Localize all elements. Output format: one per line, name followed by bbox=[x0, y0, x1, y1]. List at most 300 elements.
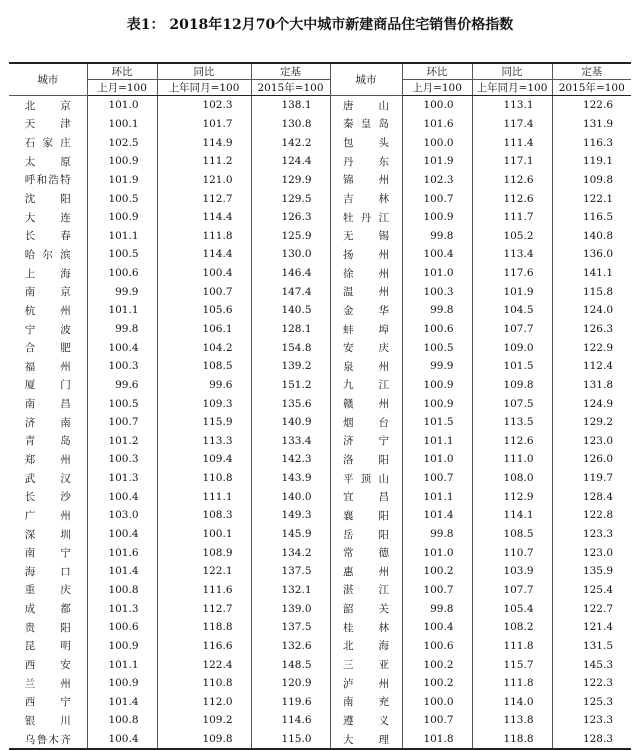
col-header-city: 城市 bbox=[9, 63, 87, 96]
base-cell-right: 128.3 bbox=[552, 730, 631, 750]
yoy-cell: 122.4 bbox=[157, 655, 251, 674]
yoy-cell: 110.8 bbox=[157, 469, 251, 488]
mom-cell-right: 101.5 bbox=[402, 413, 472, 432]
city-name: 海 口 bbox=[24, 565, 71, 578]
yoy-cell-right: 112.6 bbox=[472, 432, 552, 451]
base-cell-right: 122.3 bbox=[552, 674, 631, 693]
yoy-cell: 108.9 bbox=[157, 543, 251, 562]
mom-cell: 100.9 bbox=[87, 152, 157, 171]
base-cell-right: 109.8 bbox=[552, 171, 631, 190]
city-cell-right bbox=[330, 413, 402, 432]
mom-cell-right: 99.9 bbox=[402, 357, 472, 376]
city-cell bbox=[9, 133, 87, 152]
city-cell-right bbox=[330, 264, 402, 283]
city-cell-right bbox=[330, 711, 402, 730]
base-cell-right: 123.0 bbox=[552, 543, 631, 562]
base-cell: 119.6 bbox=[251, 693, 330, 712]
yoy-cell: 99.6 bbox=[157, 376, 251, 395]
yoy-cell: 113.3 bbox=[157, 432, 251, 451]
base-cell: 132.1 bbox=[251, 581, 330, 600]
city-cell-right bbox=[330, 115, 402, 134]
yoy-cell: 122.1 bbox=[157, 562, 251, 581]
table-row bbox=[9, 487, 631, 506]
base-cell: 140.0 bbox=[251, 487, 330, 506]
mom-cell: 100.9 bbox=[87, 674, 157, 693]
city-name: 太 原 bbox=[24, 155, 71, 168]
city-cell bbox=[9, 245, 87, 264]
city-cell-right bbox=[330, 96, 402, 115]
city-name: 平顶山 bbox=[343, 472, 389, 485]
city-cell-right bbox=[330, 376, 402, 395]
mom-cell: 101.6 bbox=[87, 543, 157, 562]
table-row bbox=[9, 413, 631, 432]
subheader-row bbox=[9, 80, 631, 96]
yoy-cell: 100.4 bbox=[157, 264, 251, 283]
city-name: 唐 山 bbox=[343, 99, 389, 112]
col-header-base: 定基 bbox=[251, 63, 330, 80]
mom-cell: 101.2 bbox=[87, 432, 157, 451]
city-name: 安 庆 bbox=[343, 342, 389, 355]
mom-cell: 99.6 bbox=[87, 376, 157, 395]
col-header-base-right: 定基 bbox=[552, 63, 631, 80]
yoy-cell: 100.7 bbox=[157, 282, 251, 301]
city-name: 大 连 bbox=[24, 211, 71, 224]
mom-cell: 101.1 bbox=[87, 301, 157, 320]
base-cell: 132.6 bbox=[251, 637, 330, 656]
table-row bbox=[9, 226, 631, 245]
table-row bbox=[9, 152, 631, 171]
city-name: 韶 关 bbox=[343, 603, 389, 616]
subheader-mom: 上月=100 bbox=[87, 80, 157, 96]
base-cell: 154.8 bbox=[251, 338, 330, 357]
city-name: 长 沙 bbox=[24, 491, 71, 504]
city-name: 蚌 埠 bbox=[343, 323, 389, 336]
city-cell-right bbox=[330, 730, 402, 750]
base-cell-right: 119.7 bbox=[552, 469, 631, 488]
city-cell-right bbox=[330, 543, 402, 562]
mom-cell: 100.5 bbox=[87, 189, 157, 208]
city-cell bbox=[9, 693, 87, 712]
yoy-cell: 109.8 bbox=[157, 730, 251, 750]
mom-cell-right: 102.3 bbox=[402, 171, 472, 190]
yoy-cell-right: 105.4 bbox=[472, 599, 552, 618]
yoy-cell: 114.4 bbox=[157, 208, 251, 227]
yoy-cell-right: 105.2 bbox=[472, 226, 552, 245]
city-name: 昆 明 bbox=[24, 640, 71, 653]
yoy-cell-right: 114.1 bbox=[472, 506, 552, 525]
city-cell-right bbox=[330, 637, 402, 656]
table-row bbox=[9, 264, 631, 283]
yoy-cell-right: 113.5 bbox=[472, 413, 552, 432]
mom-cell-right: 101.9 bbox=[402, 152, 472, 171]
city-cell bbox=[9, 618, 87, 637]
mom-cell: 101.9 bbox=[87, 171, 157, 190]
yoy-cell: 111.1 bbox=[157, 487, 251, 506]
yoy-cell: 112.7 bbox=[157, 189, 251, 208]
city-cell bbox=[9, 413, 87, 432]
mom-cell-right: 100.6 bbox=[402, 637, 472, 656]
city-cell-right bbox=[330, 208, 402, 227]
city-cell-right bbox=[330, 450, 402, 469]
city-name: 遵 义 bbox=[343, 714, 389, 727]
city-name: 厦 门 bbox=[24, 379, 71, 392]
col-header-yoy-right: 同比 bbox=[472, 63, 552, 80]
table-row bbox=[9, 525, 631, 544]
city-name: 杭 州 bbox=[24, 304, 71, 317]
base-cell: 142.2 bbox=[251, 133, 330, 152]
yoy-cell: 116.6 bbox=[157, 637, 251, 656]
mom-cell: 100.5 bbox=[87, 394, 157, 413]
city-name: 金 华 bbox=[343, 304, 389, 317]
yoy-cell-right: 111.8 bbox=[472, 637, 552, 656]
base-cell: 124.4 bbox=[251, 152, 330, 171]
city-name: 西 宁 bbox=[24, 696, 71, 709]
city-name: 呼和浩特 bbox=[24, 174, 71, 187]
city-cell bbox=[9, 637, 87, 656]
base-cell: 149.3 bbox=[251, 506, 330, 525]
yoy-cell-right: 112.6 bbox=[472, 189, 552, 208]
table-row bbox=[9, 320, 631, 339]
city-name: 北 海 bbox=[343, 640, 389, 653]
city-cell-right bbox=[330, 171, 402, 190]
city-name: 大 理 bbox=[343, 733, 389, 746]
city-cell-right bbox=[330, 506, 402, 525]
yoy-cell-right: 107.7 bbox=[472, 581, 552, 600]
base-cell-right: 135.9 bbox=[552, 562, 631, 581]
subheader-yoy: 上年同月=100 bbox=[157, 80, 251, 96]
header-row bbox=[9, 63, 631, 80]
table-row bbox=[9, 133, 631, 152]
city-cell-right bbox=[330, 674, 402, 693]
city-name: 南 京 bbox=[24, 286, 71, 299]
mom-cell: 101.4 bbox=[87, 562, 157, 581]
base-cell-right: 136.0 bbox=[552, 245, 631, 264]
mom-cell-right: 100.9 bbox=[402, 376, 472, 395]
base-cell-right: 123.3 bbox=[552, 525, 631, 544]
mom-cell: 100.4 bbox=[87, 338, 157, 357]
yoy-cell: 108.3 bbox=[157, 506, 251, 525]
city-name: 长 春 bbox=[24, 230, 71, 243]
base-cell-right: 131.9 bbox=[552, 115, 631, 134]
yoy-cell-right: 101.5 bbox=[472, 357, 552, 376]
base-cell-right: 124.0 bbox=[552, 301, 631, 320]
city-cell-right bbox=[330, 525, 402, 544]
table-row bbox=[9, 599, 631, 618]
city-name: 乌鲁木齐 bbox=[24, 733, 71, 746]
yoy-cell: 109.3 bbox=[157, 394, 251, 413]
city-name: 泉 州 bbox=[343, 360, 389, 373]
mom-cell-right: 99.8 bbox=[402, 525, 472, 544]
base-cell-right: 116.5 bbox=[552, 208, 631, 227]
city-cell bbox=[9, 171, 87, 190]
city-cell-right bbox=[330, 301, 402, 320]
table-row bbox=[9, 637, 631, 656]
city-cell bbox=[9, 96, 87, 115]
city-name: 深 圳 bbox=[24, 528, 71, 541]
mom-cell: 101.1 bbox=[87, 655, 157, 674]
city-cell bbox=[9, 357, 87, 376]
mom-cell-right: 100.6 bbox=[402, 320, 472, 339]
city-cell-right bbox=[330, 693, 402, 712]
mom-cell-right: 100.0 bbox=[402, 133, 472, 152]
mom-cell: 100.3 bbox=[87, 357, 157, 376]
table-row bbox=[9, 562, 631, 581]
city-cell bbox=[9, 282, 87, 301]
yoy-cell-right: 109.0 bbox=[472, 338, 552, 357]
city-cell-right bbox=[330, 487, 402, 506]
yoy-cell-right: 103.9 bbox=[472, 562, 552, 581]
table-row bbox=[9, 618, 631, 637]
yoy-cell-right: 113.8 bbox=[472, 711, 552, 730]
base-cell-right: 126.3 bbox=[552, 320, 631, 339]
yoy-cell: 106.1 bbox=[157, 320, 251, 339]
city-name: 温 州 bbox=[343, 286, 389, 299]
base-cell: 130.8 bbox=[251, 115, 330, 134]
base-cell: 137.5 bbox=[251, 618, 330, 637]
mom-cell: 100.8 bbox=[87, 711, 157, 730]
city-cell bbox=[9, 450, 87, 469]
mom-cell: 99.8 bbox=[87, 320, 157, 339]
yoy-cell-right: 108.0 bbox=[472, 469, 552, 488]
base-cell-right: 122.6 bbox=[552, 96, 631, 115]
base-cell: 139.0 bbox=[251, 599, 330, 618]
mom-cell-right: 100.9 bbox=[402, 208, 472, 227]
yoy-cell: 118.8 bbox=[157, 618, 251, 637]
city-name: 西 安 bbox=[24, 659, 71, 672]
mom-cell-right: 101.1 bbox=[402, 487, 472, 506]
yoy-cell-right: 107.7 bbox=[472, 320, 552, 339]
mom-cell-right: 100.7 bbox=[402, 711, 472, 730]
base-cell-right: 131.5 bbox=[552, 637, 631, 656]
table-row bbox=[9, 432, 631, 451]
mom-cell: 101.3 bbox=[87, 469, 157, 488]
yoy-cell-right: 108.5 bbox=[472, 525, 552, 544]
city-name: 贵 阳 bbox=[24, 621, 71, 634]
base-cell-right: 126.0 bbox=[552, 450, 631, 469]
yoy-cell: 104.2 bbox=[157, 338, 251, 357]
city-cell-right bbox=[330, 357, 402, 376]
table-row bbox=[9, 730, 631, 750]
city-cell-right bbox=[330, 152, 402, 171]
city-name: 南 充 bbox=[343, 696, 389, 709]
mom-cell: 100.5 bbox=[87, 245, 157, 264]
table-row bbox=[9, 115, 631, 134]
table-row bbox=[9, 693, 631, 712]
city-cell-right bbox=[330, 655, 402, 674]
city-name: 石家庄 bbox=[24, 137, 71, 150]
yoy-cell: 100.1 bbox=[157, 525, 251, 544]
city-name: 扬 州 bbox=[343, 248, 389, 261]
mom-cell: 100.1 bbox=[87, 115, 157, 134]
city-cell bbox=[9, 581, 87, 600]
yoy-cell-right: 115.7 bbox=[472, 655, 552, 674]
mom-cell: 99.9 bbox=[87, 282, 157, 301]
mom-cell-right: 100.7 bbox=[402, 581, 472, 600]
city-cell bbox=[9, 525, 87, 544]
table-title: 表1： 2018年12月70个大中城市新建商品住宅销售价格指数 bbox=[126, 17, 514, 33]
base-cell: 151.2 bbox=[251, 376, 330, 395]
base-cell-right: 123.3 bbox=[552, 711, 631, 730]
yoy-cell-right: 110.7 bbox=[472, 543, 552, 562]
mom-cell-right: 101.8 bbox=[402, 730, 472, 750]
yoy-cell-right: 112.9 bbox=[472, 487, 552, 506]
yoy-cell: 111.6 bbox=[157, 581, 251, 600]
base-cell: 148.5 bbox=[251, 655, 330, 674]
city-cell bbox=[9, 320, 87, 339]
table-row bbox=[9, 171, 631, 190]
yoy-cell-right: 108.2 bbox=[472, 618, 552, 637]
city-cell bbox=[9, 394, 87, 413]
city-name: 三 亚 bbox=[343, 659, 389, 672]
city-cell-right bbox=[330, 618, 402, 637]
yoy-cell-right: 101.9 bbox=[472, 282, 552, 301]
mom-cell-right: 100.5 bbox=[402, 338, 472, 357]
table-row bbox=[9, 301, 631, 320]
mom-cell-right: 100.4 bbox=[402, 245, 472, 264]
base-cell-right: 116.3 bbox=[552, 133, 631, 152]
base-cell: 114.6 bbox=[251, 711, 330, 730]
city-name: 郑 州 bbox=[24, 453, 71, 466]
city-cell bbox=[9, 208, 87, 227]
yoy-cell: 101.7 bbox=[157, 115, 251, 134]
base-cell-right: 125.4 bbox=[552, 581, 631, 600]
city-name: 济 宁 bbox=[343, 435, 389, 448]
mom-cell-right: 99.8 bbox=[402, 226, 472, 245]
mom-cell: 100.8 bbox=[87, 581, 157, 600]
table-row bbox=[9, 189, 631, 208]
mom-cell: 100.4 bbox=[87, 487, 157, 506]
mom-cell-right: 100.3 bbox=[402, 282, 472, 301]
yoy-cell: 108.5 bbox=[157, 357, 251, 376]
city-cell bbox=[9, 264, 87, 283]
base-cell: 133.4 bbox=[251, 432, 330, 451]
city-name: 常 德 bbox=[343, 547, 389, 560]
yoy-cell-right: 112.6 bbox=[472, 171, 552, 190]
table-row bbox=[9, 96, 631, 115]
mom-cell: 102.5 bbox=[87, 133, 157, 152]
city-name: 南 宁 bbox=[24, 547, 71, 560]
yoy-cell: 115.9 bbox=[157, 413, 251, 432]
table-row bbox=[9, 338, 631, 357]
mom-cell: 101.1 bbox=[87, 226, 157, 245]
mom-cell-right: 100.2 bbox=[402, 655, 472, 674]
base-cell-right: 131.8 bbox=[552, 376, 631, 395]
city-cell-right bbox=[330, 432, 402, 451]
mom-cell-right: 100.2 bbox=[402, 562, 472, 581]
subheader-mom-right: 上月=100 bbox=[402, 80, 472, 96]
city-cell bbox=[9, 338, 87, 357]
subheader-base-right: 2015年=100 bbox=[552, 80, 631, 96]
city-cell bbox=[9, 226, 87, 245]
base-cell-right: 112.4 bbox=[552, 357, 631, 376]
yoy-cell: 111.8 bbox=[157, 226, 251, 245]
city-name: 天 津 bbox=[24, 118, 71, 131]
base-cell: 130.0 bbox=[251, 245, 330, 264]
base-cell-right: 128.4 bbox=[552, 487, 631, 506]
city-name: 泸 州 bbox=[343, 677, 389, 690]
mom-cell-right: 101.0 bbox=[402, 450, 472, 469]
city-cell-right bbox=[330, 226, 402, 245]
col-header-mom: 环比 bbox=[87, 63, 157, 80]
base-cell-right: 123.0 bbox=[552, 432, 631, 451]
city-name: 南 昌 bbox=[24, 398, 71, 411]
yoy-cell: 114.9 bbox=[157, 133, 251, 152]
city-cell bbox=[9, 730, 87, 750]
city-cell bbox=[9, 432, 87, 451]
yoy-cell-right: 113.4 bbox=[472, 245, 552, 264]
base-cell-right: 115.8 bbox=[552, 282, 631, 301]
city-name: 包 头 bbox=[343, 137, 389, 150]
city-cell bbox=[9, 301, 87, 320]
city-name: 银 川 bbox=[24, 714, 71, 727]
city-name: 赣 州 bbox=[343, 398, 389, 411]
yoy-cell: 105.6 bbox=[157, 301, 251, 320]
mom-cell-right: 100.7 bbox=[402, 469, 472, 488]
base-cell-right: 145.3 bbox=[552, 655, 631, 674]
table-row bbox=[9, 450, 631, 469]
table-row bbox=[9, 245, 631, 264]
base-cell: 126.3 bbox=[251, 208, 330, 227]
city-cell bbox=[9, 152, 87, 171]
city-cell bbox=[9, 711, 87, 730]
base-cell-right: 122.1 bbox=[552, 189, 631, 208]
city-name: 湛 江 bbox=[343, 584, 389, 597]
city-cell-right bbox=[330, 245, 402, 264]
yoy-cell-right: 111.4 bbox=[472, 133, 552, 152]
mom-cell-right: 99.8 bbox=[402, 301, 472, 320]
city-name: 烟 台 bbox=[343, 416, 389, 429]
mom-cell-right: 100.0 bbox=[402, 693, 472, 712]
base-cell: 139.2 bbox=[251, 357, 330, 376]
city-name: 襄 阳 bbox=[343, 509, 389, 522]
yoy-cell-right: 117.4 bbox=[472, 115, 552, 134]
city-name: 徐 州 bbox=[343, 267, 389, 280]
base-cell-right: 125.3 bbox=[552, 693, 631, 712]
base-cell: 129.5 bbox=[251, 189, 330, 208]
base-cell-right: 124.9 bbox=[552, 394, 631, 413]
table-row bbox=[9, 394, 631, 413]
mom-cell-right: 100.9 bbox=[402, 394, 472, 413]
city-cell-right bbox=[330, 282, 402, 301]
table-row bbox=[9, 469, 631, 488]
base-cell: 146.4 bbox=[251, 264, 330, 283]
base-cell: 143.9 bbox=[251, 469, 330, 488]
table-row bbox=[9, 674, 631, 693]
mom-cell-right: 100.4 bbox=[402, 618, 472, 637]
mom-cell: 101.4 bbox=[87, 693, 157, 712]
city-name: 丹 东 bbox=[343, 155, 389, 168]
mom-cell: 100.4 bbox=[87, 730, 157, 750]
city-name: 宜 昌 bbox=[343, 491, 389, 504]
mom-cell: 100.6 bbox=[87, 264, 157, 283]
city-name: 桂 林 bbox=[343, 621, 389, 634]
city-name: 广 州 bbox=[24, 509, 71, 522]
mom-cell: 100.4 bbox=[87, 525, 157, 544]
base-cell: 128.1 bbox=[251, 320, 330, 339]
yoy-cell: 109.2 bbox=[157, 711, 251, 730]
city-name: 吉 林 bbox=[343, 193, 389, 206]
city-name: 惠 州 bbox=[343, 565, 389, 578]
yoy-cell-right: 111.7 bbox=[472, 208, 552, 227]
city-name: 牡丹江 bbox=[343, 211, 389, 224]
yoy-cell-right: 117.1 bbox=[472, 152, 552, 171]
city-name: 哈尔滨 bbox=[24, 248, 71, 261]
col-header-mom-right: 环比 bbox=[402, 63, 472, 80]
table-row bbox=[9, 208, 631, 227]
city-cell bbox=[9, 189, 87, 208]
base-cell-right: 141.1 bbox=[552, 264, 631, 283]
city-name: 无 锡 bbox=[343, 230, 389, 243]
